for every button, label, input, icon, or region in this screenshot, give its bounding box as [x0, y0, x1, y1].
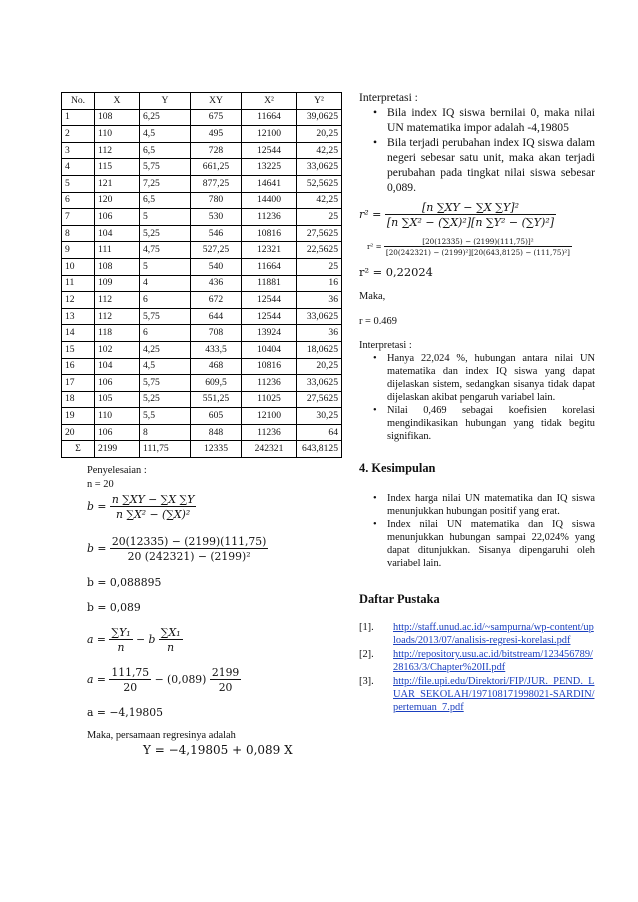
table-cell: 5,5	[140, 408, 191, 425]
table-cell: 5,75	[140, 375, 191, 392]
table-cell: 27,5625	[297, 391, 342, 408]
table-cell: 12100	[242, 126, 297, 143]
a-substitution	[87, 666, 343, 694]
penyelesaian-label: Penyelesaian :	[87, 465, 147, 477]
table-cell: 6,5	[140, 142, 191, 159]
total-cell: Σ	[62, 441, 95, 458]
equals-sign: =	[96, 673, 106, 687]
list-item	[359, 518, 595, 570]
table-cell: 728	[191, 142, 242, 159]
table-cell: 4	[140, 275, 191, 292]
r2-numerator: [n ∑XY − ∑X ∑Y]²	[421, 201, 519, 214]
table-cell: 20	[62, 424, 95, 441]
regression-equation: Y = −4,19805 + 0,089 X	[143, 743, 293, 758]
table-cell: 6	[140, 292, 191, 309]
r2-result: r² = 0,22024	[359, 265, 433, 279]
table-cell: 4,25	[140, 341, 191, 358]
table-row	[62, 292, 342, 309]
reference-link[interactable]: http://file.upi.edu/Direktori/FIP/JUR._PEND._LUAR_SEKOLAH/197108171998021-SARDIN/pertemuan_7.pdf	[393, 676, 595, 713]
interpretation-heading-1: Interpretasi :	[359, 91, 418, 104]
table-cell: 12544	[242, 292, 297, 309]
table-cell: 112	[95, 308, 140, 325]
table-cell: 848	[191, 424, 242, 441]
table-cell: 25	[297, 258, 342, 275]
a-fraction-y	[109, 626, 132, 654]
list-item-text: Bila terjadi perubahan index IQ siswa dalam negeri sebesar satu unit, maka akan terjadi perubahan pada tingkat nilai siswa sebesar 0,089.	[387, 136, 595, 194]
table-cell: 2	[62, 126, 95, 143]
list-item-text: Index harga nilai UN matematika dan IQ siswa menunjukkan hubungan positif yang erat.	[387, 493, 595, 517]
table-cell: 111	[95, 242, 140, 259]
a-fraction-x	[159, 626, 183, 654]
r2-symbol-small: r² =	[367, 242, 382, 251]
list-item-text: Hanya 22,024 %, hubungan antara nilai UN matematika dan index IQ siswa yang dapat dijelaskan sistem, sedangkan sisanya tidak dapat dijelaskan akibat pengaruh variabel lain.	[387, 353, 595, 403]
equals-sign: =	[96, 633, 106, 647]
bullet-icon: •	[373, 136, 378, 149]
right-column	[359, 90, 595, 715]
table-cell: 12100	[242, 408, 297, 425]
r2-denominator-values: [20(242321) − (2199)²][20(643,8125) − (111,75)²]	[385, 248, 570, 257]
table-cell: 42,25	[297, 142, 342, 159]
table-cell: 11236	[242, 424, 297, 441]
reference-link[interactable]: http://staff.unud.ac.id/~sampurna/wp-content/uploads/2013/07/analisis-regresi-korelasi.pdf	[393, 622, 594, 646]
table-cell: 108	[95, 109, 140, 126]
table-cell: 5	[140, 258, 191, 275]
table-cell: 11025	[242, 391, 297, 408]
b-symbol: b	[87, 542, 94, 556]
reference-list	[359, 621, 595, 714]
b-numerator: n ∑XY − ∑X ∑Y	[111, 493, 195, 507]
a-fraction-values-2	[210, 666, 241, 694]
b-symbol: b	[87, 500, 94, 514]
total-cell: 242321	[242, 441, 297, 458]
references-heading: Daftar Pustaka	[359, 592, 440, 606]
table-cell: 15	[62, 341, 95, 358]
table-cell: 121	[95, 175, 140, 192]
table-cell: 11236	[242, 375, 297, 392]
table-cell: 120	[95, 192, 140, 209]
reference-item	[359, 648, 595, 674]
bullet-icon: •	[373, 493, 377, 504]
table-row	[62, 159, 342, 176]
r2-denominator: [n ∑X² − (∑X)²][n ∑Y² − (∑Y)²]	[386, 216, 555, 229]
table-cell: 12321	[242, 242, 297, 259]
total-cell: 2199	[95, 441, 140, 458]
table-cell: 108	[95, 258, 140, 275]
reference-number: [2].	[359, 649, 374, 660]
data-table	[61, 92, 342, 458]
table-cell: 110	[95, 126, 140, 143]
table-cell: 12	[62, 292, 95, 309]
table-row	[62, 192, 342, 209]
r-result: r = 0.469	[359, 316, 397, 327]
table-cell: 9	[62, 242, 95, 259]
b-denominator-values: 20 (242321) − (2199)²	[110, 548, 269, 563]
table-row	[62, 126, 342, 143]
table-cell: 20,25	[297, 358, 342, 375]
table-row	[62, 375, 342, 392]
table-cell: 112	[95, 292, 140, 309]
table-cell: 11881	[242, 275, 297, 292]
table-cell: 27,5625	[297, 225, 342, 242]
table-cell: 3	[62, 142, 95, 159]
table-row	[62, 341, 342, 358]
equals-sign: =	[97, 542, 107, 556]
table-total-row	[62, 441, 342, 458]
table-cell: 106	[95, 209, 140, 226]
table-cell: 661,25	[191, 159, 242, 176]
table-cell: 12544	[242, 142, 297, 159]
table-cell: 104	[95, 358, 140, 375]
table-cell: 22,5625	[297, 242, 342, 259]
bullet-icon: •	[373, 353, 377, 364]
table-cell: 5,75	[140, 308, 191, 325]
table-cell: 64	[297, 424, 342, 441]
table-cell: 4,5	[140, 126, 191, 143]
table-cell: 877,25	[191, 175, 242, 192]
table-cell: 104	[95, 225, 140, 242]
table-row	[62, 391, 342, 408]
table-cell: 36	[297, 325, 342, 342]
table-cell: 14641	[242, 175, 297, 192]
table-cell: 10816	[242, 225, 297, 242]
table-cell: 30,25	[297, 408, 342, 425]
table-cell: 8	[140, 424, 191, 441]
table-cell: 110	[95, 408, 140, 425]
r2-formula	[359, 201, 595, 229]
n-value: n = 20	[87, 479, 114, 491]
b-formula	[87, 493, 343, 521]
table-cell: 33,0625	[297, 159, 342, 176]
table-cell: 33,0625	[297, 308, 342, 325]
table-cell: 530	[191, 209, 242, 226]
table-cell: 10	[62, 258, 95, 275]
a-result: a = −4,19805	[87, 706, 164, 720]
table-cell: 8	[62, 225, 95, 242]
table-row	[62, 258, 342, 275]
list-item	[359, 352, 595, 404]
table-cell: 5	[62, 175, 95, 192]
reference-item	[359, 621, 595, 647]
table-cell: 7,25	[140, 175, 191, 192]
table-cell: 5,75	[140, 159, 191, 176]
bullet-icon: •	[373, 405, 377, 416]
table-cell: 5,25	[140, 391, 191, 408]
table-cell: 106	[95, 375, 140, 392]
table-cell: 16	[62, 358, 95, 375]
table-row	[62, 358, 342, 375]
table-cell: 5	[140, 209, 191, 226]
table-row	[62, 242, 342, 259]
table-cell: 106	[95, 424, 140, 441]
b-result-1: b = 0,088895	[87, 576, 162, 590]
table-cell: 6,25	[140, 109, 191, 126]
b-denominator: n ∑X² − (∑X)²	[110, 506, 196, 521]
table-row	[62, 424, 342, 441]
header-cell: Y²	[297, 93, 342, 110]
a-den-2: 20	[210, 679, 241, 694]
n-denominator: n	[159, 639, 183, 654]
table-cell: 13225	[242, 159, 297, 176]
table-cell: 118	[95, 325, 140, 342]
header-cell: X	[95, 93, 140, 110]
interpretation-heading-2: Interpretasi :	[359, 340, 412, 351]
table-cell: 4,5	[140, 358, 191, 375]
list-item	[359, 404, 595, 443]
table-cell: 551,25	[191, 391, 242, 408]
list-item-text: Nilai 0,469 sebagai koefisien korelasi mengindikasikan hubungan yang tidak begitu signifikan.	[387, 405, 595, 442]
r2-symbol: r²	[359, 208, 369, 221]
header-cell: XY	[191, 93, 242, 110]
table-row	[62, 142, 342, 159]
list-item	[359, 135, 595, 195]
header-cell: X²	[242, 93, 297, 110]
n-denominator: n	[109, 639, 132, 654]
table-cell: 115	[95, 159, 140, 176]
total-cell: 12335	[191, 441, 242, 458]
table-row	[62, 275, 342, 292]
table-cell: 13924	[242, 325, 297, 342]
table-cell: 25	[297, 209, 342, 226]
list-item	[359, 492, 595, 518]
a-symbol: a	[87, 633, 94, 647]
left-column	[61, 92, 343, 757]
maka-label: Maka,	[359, 291, 386, 302]
list-item-text: Index nilai UN matematika dan IQ siswa menunjukkan hubungan sampai 22,024% yang dapat ditunjukkan. Sisanya dipengaruhi oleh variabel lain.	[387, 519, 595, 569]
table-cell: 6	[140, 325, 191, 342]
list-item-text: Bila index IQ siswa bernilai 0, maka nilai UN matematika impor adalah -4,19805	[387, 106, 595, 134]
total-cell: 111,75	[140, 441, 191, 458]
table-cell: 33,0625	[297, 375, 342, 392]
table-cell: 42,25	[297, 192, 342, 209]
table-cell: 6,5	[140, 192, 191, 209]
table-cell: 540	[191, 258, 242, 275]
table-cell: 11236	[242, 209, 297, 226]
table-cell: 780	[191, 192, 242, 209]
a-num-2: 2199	[211, 666, 240, 680]
b-result-2: b = 0,089	[87, 601, 141, 615]
table-cell: 675	[191, 109, 242, 126]
a-middle-term: − (0,089)	[154, 673, 207, 687]
table-cell: 11664	[242, 109, 297, 126]
table-row	[62, 175, 342, 192]
table-cell: 644	[191, 308, 242, 325]
table-cell: 39,0625	[297, 109, 342, 126]
b-numerator-values: 20(12335) − (2199)(111,75)	[111, 535, 267, 549]
table-cell: 11	[62, 275, 95, 292]
table-cell: 10404	[242, 341, 297, 358]
a-den-1: 20	[109, 679, 151, 694]
table-cell: 708	[191, 325, 242, 342]
table-cell: 609,5	[191, 375, 242, 392]
table-row	[62, 209, 342, 226]
reference-number: [1].	[359, 622, 374, 633]
table-cell: 468	[191, 358, 242, 375]
table-row	[62, 308, 342, 325]
kesimpulan-heading: 4. Kesimpulan	[359, 461, 436, 475]
a-num-1: 111,75	[111, 666, 150, 680]
equals-sign: =	[372, 208, 382, 221]
table-cell: 16	[297, 275, 342, 292]
a-symbol: a	[87, 673, 94, 687]
sum-y-numerator: ∑Y₁	[111, 626, 131, 640]
table-cell: 14	[62, 325, 95, 342]
table-cell: 433,5	[191, 341, 242, 358]
table-cell: 495	[191, 126, 242, 143]
table-cell: 12544	[242, 308, 297, 325]
bullet-icon: •	[373, 519, 377, 530]
bullet-icon: •	[373, 106, 378, 119]
reference-item	[359, 675, 595, 714]
r2-fraction-values	[384, 237, 572, 257]
table-cell: 36	[297, 292, 342, 309]
table-cell: 546	[191, 225, 242, 242]
sum-x-numerator: ∑X₁	[160, 626, 181, 640]
a-formula	[87, 626, 343, 654]
table-cell: 605	[191, 408, 242, 425]
header-cell: Y	[140, 93, 191, 110]
r2-numerator-values: [20(12335) − (2199)(111,75)]²	[422, 237, 534, 246]
table-row	[62, 325, 342, 342]
table-cell: 109	[95, 275, 140, 292]
regression-intro: Maka, persamaan regresinya adalah	[87, 730, 236, 742]
table-cell: 7	[62, 209, 95, 226]
table-cell: 11664	[242, 258, 297, 275]
table-row	[62, 225, 342, 242]
r2-substitution	[367, 237, 595, 257]
total-cell: 643,8125	[297, 441, 342, 458]
table-cell: 4	[62, 159, 95, 176]
reference-number: [3].	[359, 676, 374, 687]
interpretation-list-2	[359, 352, 595, 443]
list-item	[359, 105, 595, 135]
minus-b: − b	[135, 633, 156, 647]
table-cell: 14400	[242, 192, 297, 209]
b-fraction-values	[110, 535, 269, 563]
table-cell: 6	[62, 192, 95, 209]
interpretation-list-1	[359, 105, 595, 195]
table-cell: 13	[62, 308, 95, 325]
a-fraction-values-1	[109, 666, 151, 694]
header-cell: No.	[62, 93, 95, 110]
equals-sign: =	[97, 500, 107, 514]
b-fraction	[110, 493, 196, 521]
table-cell: 527,25	[191, 242, 242, 259]
table-cell: 112	[95, 142, 140, 159]
table-cell: 19	[62, 408, 95, 425]
table-cell: 17	[62, 375, 95, 392]
table-row	[62, 109, 342, 126]
solution-block	[87, 464, 343, 757]
table-cell: 18,0625	[297, 341, 342, 358]
table-cell: 20,25	[297, 126, 342, 143]
table-cell: 672	[191, 292, 242, 309]
reference-link[interactable]: http://repository.usu.ac.id/bitstream/123456789/28163/3/Chapter%20II.pdf	[393, 649, 593, 673]
r2-fraction	[385, 201, 556, 229]
conclusion-list	[359, 492, 595, 570]
table-header-row	[62, 93, 342, 110]
b-substitution	[87, 535, 343, 563]
table-cell: 5,25	[140, 225, 191, 242]
table-cell: 18	[62, 391, 95, 408]
table-cell: 102	[95, 341, 140, 358]
table-cell: 436	[191, 275, 242, 292]
table-cell: 4,75	[140, 242, 191, 259]
table-cell: 1	[62, 109, 95, 126]
table-cell: 52,5625	[297, 175, 342, 192]
table-cell: 10816	[242, 358, 297, 375]
table-cell: 105	[95, 391, 140, 408]
table-row	[62, 408, 342, 425]
